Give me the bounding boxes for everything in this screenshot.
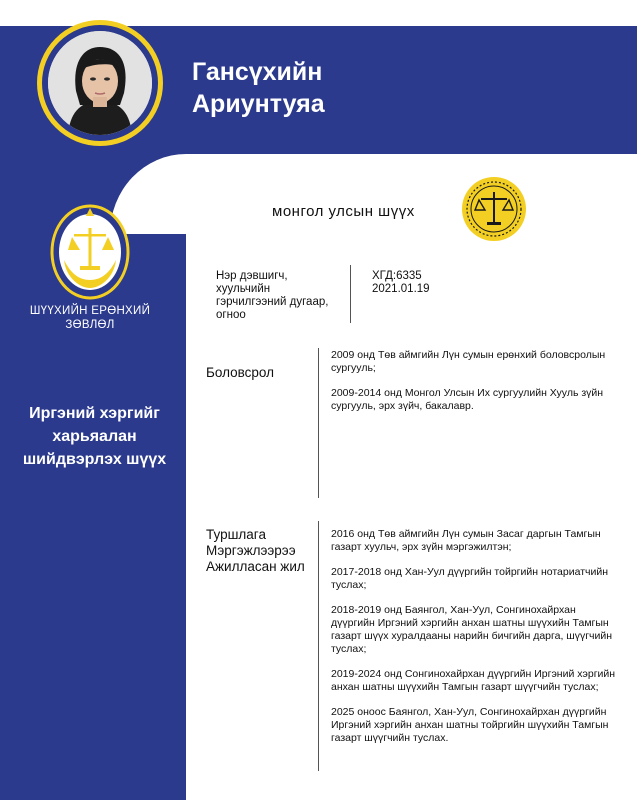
person-name-line: Гансүхийн [192, 58, 323, 86]
court-position [12, 402, 177, 471]
person-name-line: Ариунтуяа [192, 90, 325, 118]
education-divider [318, 348, 319, 498]
education-entry: 2009 онд Төв аймгийн Лүн сумын ерөнхий боловсролын сургууль; [331, 349, 606, 374]
court-seal-icon [461, 176, 527, 242]
experience-entry: 2016 онд Төв аймгийн Лүн сумын Засаг даргын Тамгын газарт хуульч, эрх зүйн мэргэжилтэн; [331, 528, 601, 553]
court-position-line: шийдвэрлэх шүүх [22, 451, 167, 468]
court-title: монгол улсын шүүх [272, 203, 415, 220]
certificate-label [216, 270, 346, 322]
certificate-value [372, 270, 430, 296]
education-entry: 2009-2014 онд Монгол Улсын Их сургуулийн Хууль зүйн сургууль, эрх зүйч, бакалавр. [331, 387, 604, 412]
experience-list [331, 528, 616, 757]
experience-heading-line: Мэргэжлээрээ [206, 543, 296, 558]
education-list [331, 349, 611, 425]
person-portrait-icon [48, 31, 152, 135]
certificate-date: 2021.01.19 [372, 283, 430, 295]
experience-entry: 2018-2019 онд Баянгол, Хан-Уул, Сонгинохайрхан дүүргийн Иргэний хэргийн анхан шатны шүүхийн Тамгын газарт шүүх хуралдааны нарийн бичгийн дарга, шүүгчийн туслах; [331, 604, 613, 655]
court-position-line: Иргэний хэргийг [29, 405, 160, 422]
council-name-line: ЗӨВЛӨЛ [65, 319, 115, 331]
experience-entry: 2019-2024 онд Сонгинохайрхан дүүргийн Иргэний хэргийн анхан шатны шүүхийн Тамгын газарт шүүгчийн туслах; [331, 668, 616, 693]
certificate-label-line: хуульчийн [216, 283, 271, 295]
experience-heading [206, 527, 316, 575]
judicial-council-emblem-icon [50, 200, 130, 300]
person-name [192, 56, 325, 120]
certificate-label-line: Нэр дэвшигч, [216, 270, 288, 282]
experience-heading-line: Туршлага [206, 527, 266, 542]
experience-entry: 2017-2018 онд Хан-Уул дүүргийн тойргийн нотариатчийн туслах; [331, 566, 608, 591]
experience-heading-line: Ажилласан жил [206, 559, 305, 574]
certificate-number: ХГД:6335 [372, 270, 422, 282]
education-heading: Боловсрол [206, 365, 274, 380]
profile-photo [48, 31, 152, 135]
judicial-council-name [20, 304, 160, 332]
court-position-line: харьяалан [52, 428, 137, 445]
certificate-label-line: огноо [216, 309, 246, 321]
experience-entry: 2025 оноос Баянгол, Хан-Уул, Сонгинохайрхан дүүргийн Иргэний хэргийн анхан шатны тойргийн шүүхийн Тамгын газарт шүүгчийн туслах. [331, 706, 609, 744]
profile-photo-frame [37, 20, 163, 146]
experience-divider [318, 521, 319, 771]
certificate-divider [350, 265, 351, 323]
certificate-label-line: гэрчилгээний дугаар, [216, 296, 329, 308]
council-name-line: ШҮҮХИЙН ЕРӨНХИЙ [29, 305, 151, 317]
